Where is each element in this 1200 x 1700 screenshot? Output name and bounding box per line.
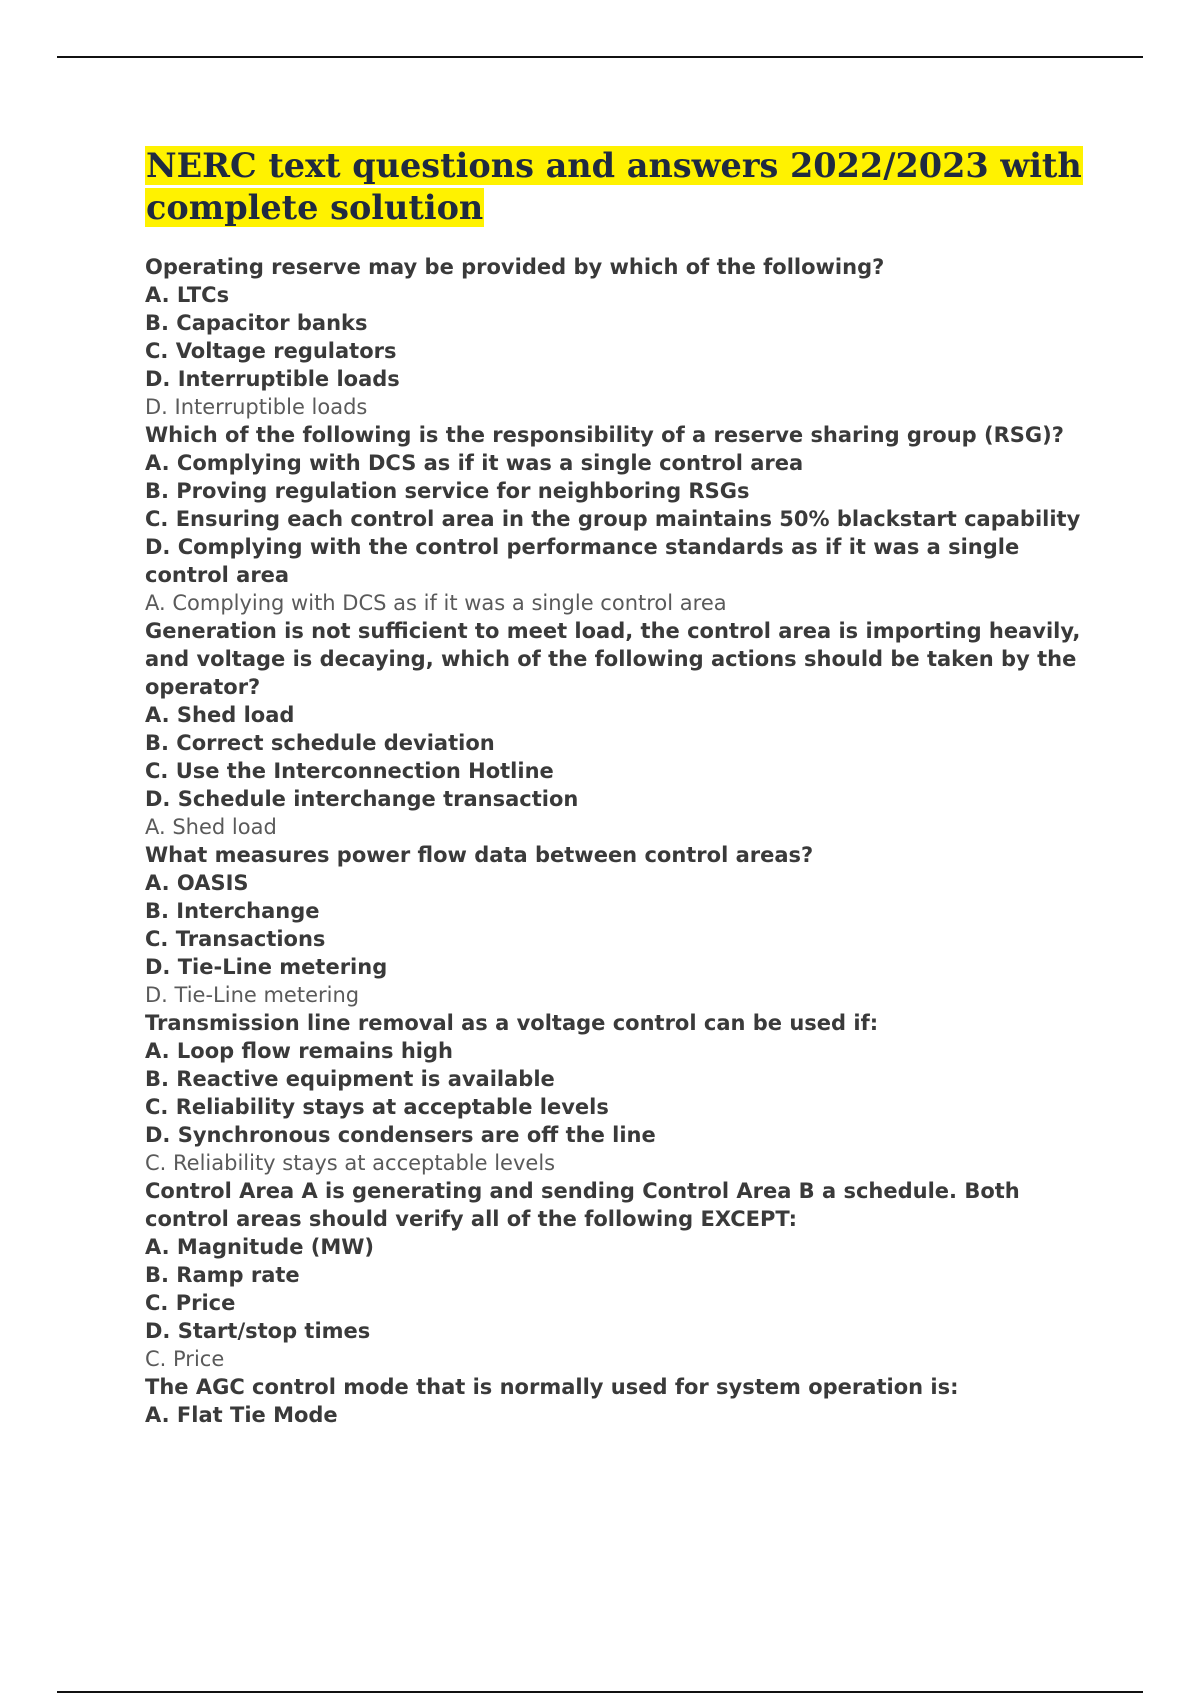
option-b: B. Capacitor banks bbox=[145, 311, 368, 335]
qa-item bbox=[145, 841, 1095, 1009]
option-c: C. Reliability stays at acceptable levels bbox=[145, 1095, 609, 1119]
option-d: D. Start/stop times bbox=[145, 1319, 371, 1343]
option-b: B. Ramp rate bbox=[145, 1263, 300, 1287]
option-d: D. Complying with the control performance standards as if it was a single control area bbox=[145, 535, 1020, 587]
option-b: B. Interchange bbox=[145, 899, 320, 923]
qa-item bbox=[145, 617, 1095, 841]
question-text: Control Area A is generating and sending Control Area B a schedule. Both control areas should verify all of the following EXCEPT: bbox=[145, 1179, 1020, 1231]
option-b: B. Proving regulation service for neighboring RSGs bbox=[145, 479, 750, 503]
bottom-divider bbox=[57, 1691, 1143, 1693]
option-a: A. Complying with DCS as if it was a single control area bbox=[145, 451, 804, 475]
option-d: D. Synchronous condensers are off the line bbox=[145, 1123, 656, 1147]
top-divider bbox=[57, 56, 1143, 58]
qa-item bbox=[145, 1177, 1095, 1373]
option-a: A. Loop flow remains high bbox=[145, 1039, 453, 1063]
option-a: A. Flat Tie Mode bbox=[145, 1403, 338, 1427]
title-highlight: NERC text questions and answers 2022/2023 with complete solution bbox=[146, 146, 1082, 227]
question-text: What measures power flow data between control areas? bbox=[145, 843, 814, 867]
answer-text: D. Tie-Line metering bbox=[145, 983, 360, 1007]
option-d: D. Interruptible loads bbox=[145, 367, 400, 391]
qa-item bbox=[145, 421, 1095, 617]
option-c: C. Voltage regulators bbox=[145, 339, 397, 363]
option-a: A. Magnitude (MW) bbox=[145, 1235, 375, 1259]
option-a: A. LTCs bbox=[145, 283, 230, 307]
option-b: B. Correct schedule deviation bbox=[145, 731, 495, 755]
answer-text: A. Shed load bbox=[145, 815, 277, 839]
option-c: C. Price bbox=[145, 1291, 236, 1315]
option-d: D. Schedule interchange transaction bbox=[145, 787, 579, 811]
option-c: C. Transactions bbox=[145, 927, 326, 951]
question-text: Which of the following is the responsibility of a reserve sharing group (RSG)? bbox=[145, 423, 1064, 447]
question-text: Generation is not sufficient to meet load, the control area is importing heavily, and voltage is decaying, which of the following actions should be taken by the operator? bbox=[145, 619, 1081, 699]
option-d: D. Tie-Line metering bbox=[145, 955, 388, 979]
answer-text: D. Interruptible loads bbox=[145, 395, 368, 419]
answer-text: A. Complying with DCS as if it was a single control area bbox=[145, 591, 727, 615]
option-a: A. OASIS bbox=[145, 871, 249, 895]
option-a: A. Shed load bbox=[145, 703, 295, 727]
question-text: The AGC control mode that is normally used for system operation is: bbox=[145, 1375, 959, 1399]
answer-text: C. Price bbox=[145, 1347, 225, 1371]
question-text: Operating reserve may be provided by which of the following? bbox=[145, 255, 885, 279]
option-c: C. Use the Interconnection Hotline bbox=[145, 759, 554, 783]
option-c: C. Ensuring each control area in the group maintains 50% blackstart capability bbox=[145, 507, 1081, 531]
qa-item bbox=[145, 1009, 1095, 1177]
answer-text: C. Reliability stays at acceptable levels bbox=[145, 1151, 556, 1175]
qa-item bbox=[145, 253, 1095, 421]
question-text: Transmission line removal as a voltage control can be used if: bbox=[145, 1011, 879, 1035]
qa-list bbox=[145, 253, 1095, 1429]
option-b: B. Reactive equipment is available bbox=[145, 1067, 555, 1091]
qa-item bbox=[145, 1373, 1095, 1429]
document-body bbox=[145, 145, 1095, 1429]
document-title bbox=[145, 145, 1095, 229]
